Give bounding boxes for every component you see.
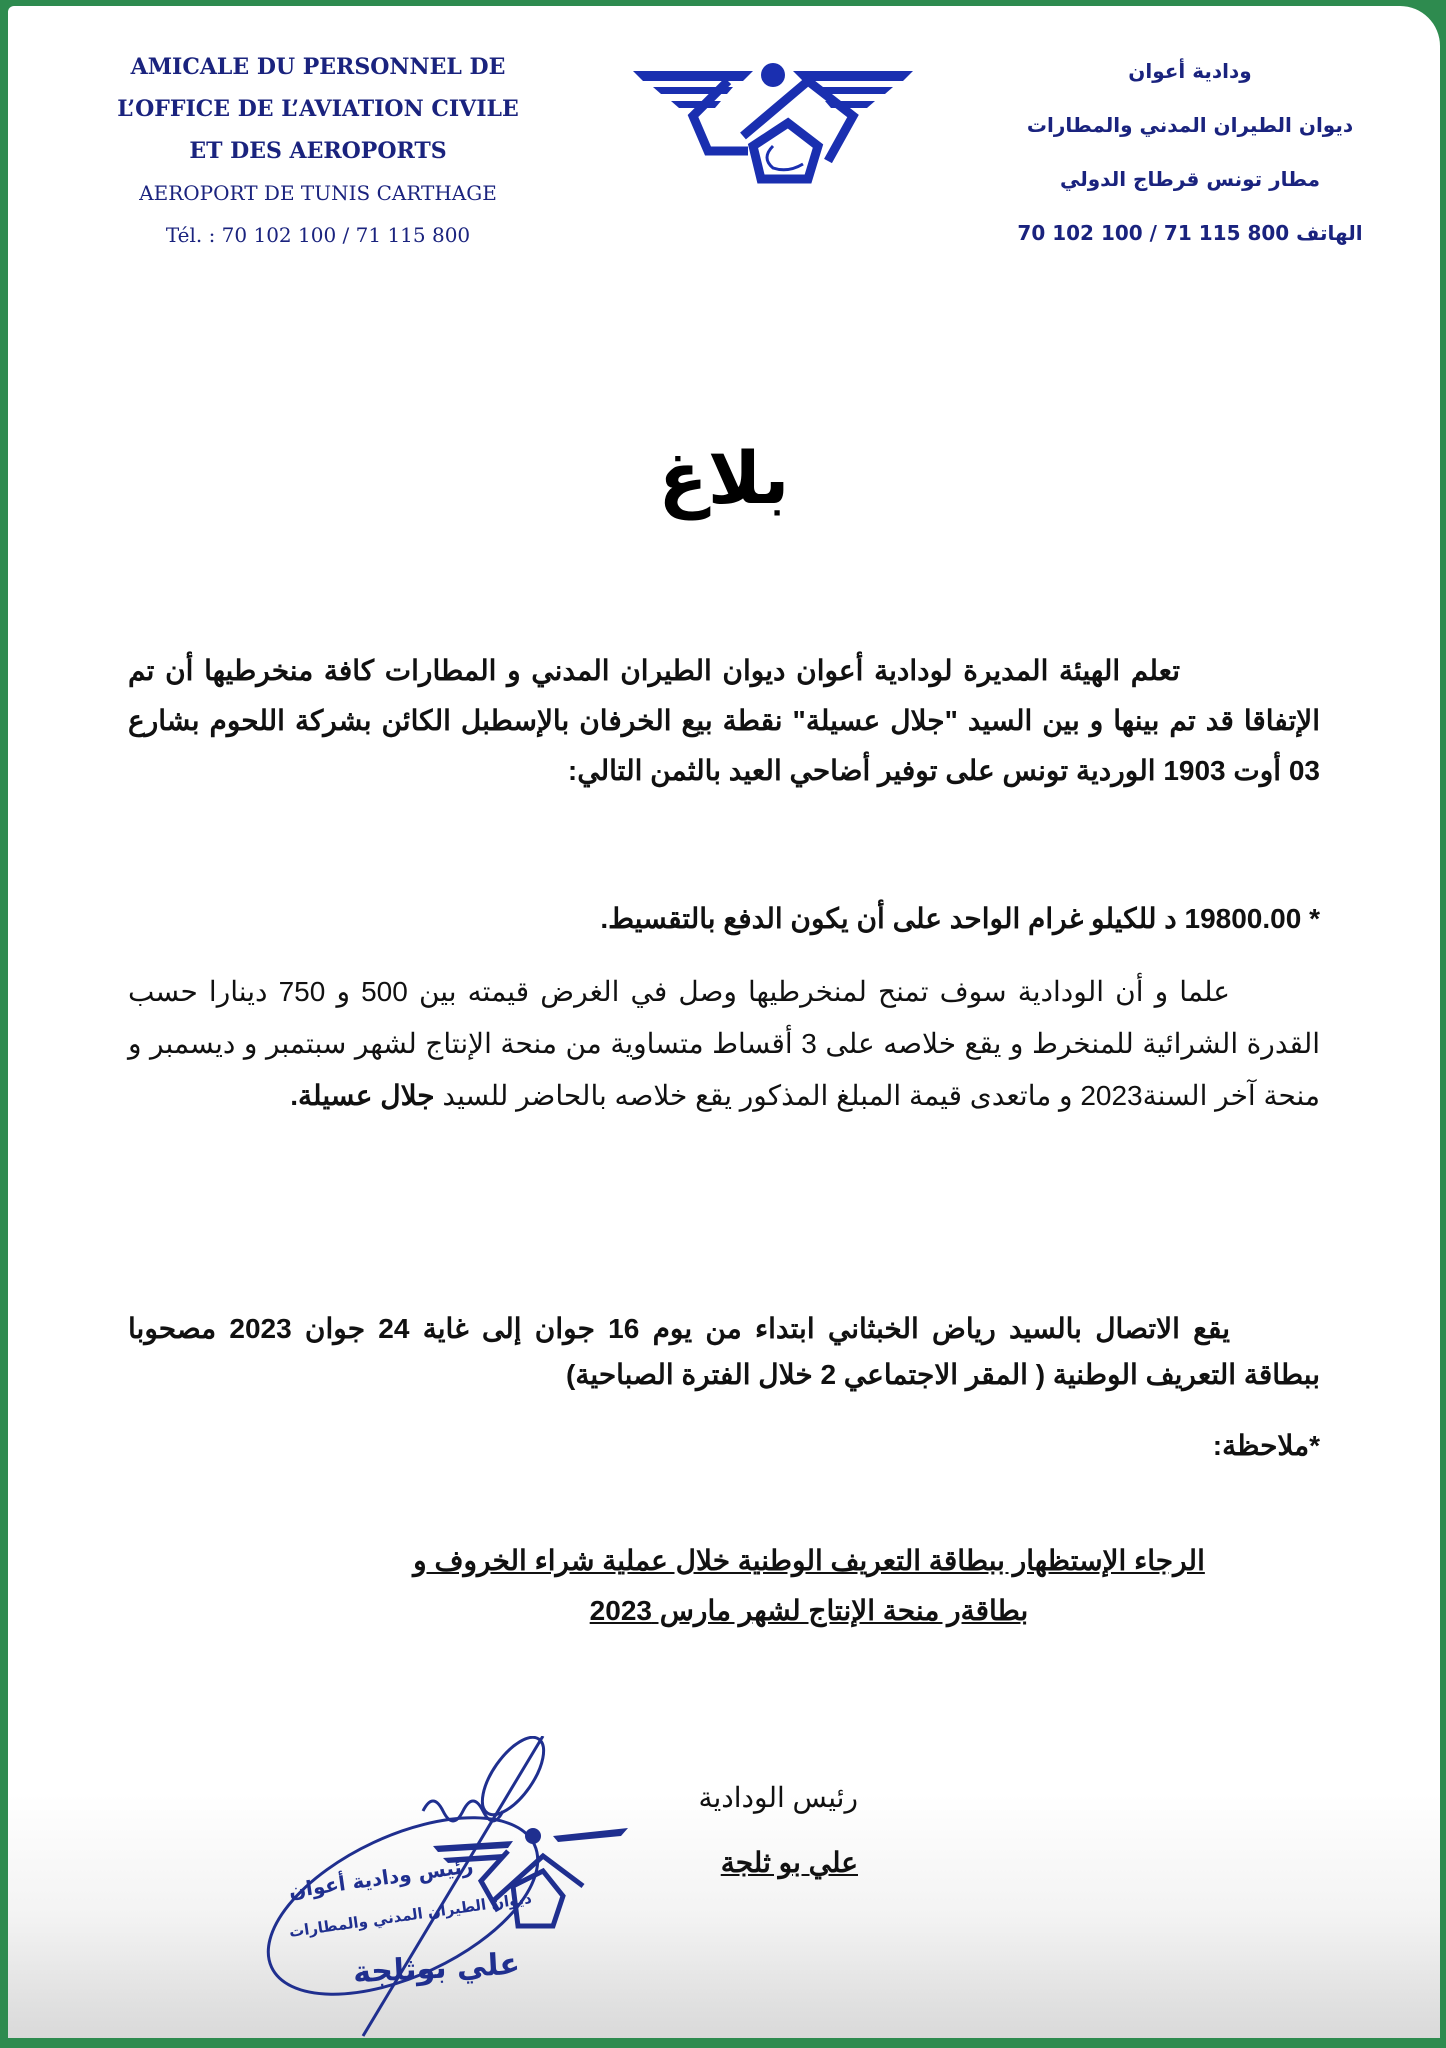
payment-text: علما و أن الودادية سوف تمنح لمنخرطيها وصل في الغرض قيمته بين 500 و 750 دينارا حسب القدرة الشرائية للمنخرط و يقع خلاصه على 3 أقساط متساوية من منحة الإنتاج لشهر سبتمبر و ديسمبر و منحة آخر السنة2023 و ماتعدى قيمة المبلغ المذكور يقع خلاصه بالحاضر للسيد — [128, 976, 1321, 1111]
paragraph-payment — [128, 966, 1320, 1122]
org-phone-ar: الهاتف 800 115 71 / 100 102 70 — [1017, 221, 1363, 245]
notice-title: بلاغ — [658, 436, 790, 520]
org-address-ar: مطار تونس قرطاج الدولي — [1060, 167, 1320, 191]
paragraph-price: * 19800.00 د للكيلو غرام الواحد على أن يكون الدفع بالتقسيط. — [600, 903, 1320, 934]
org-name-line2: L’OFFICE DE L’AVIATION CIVILE — [117, 96, 519, 122]
note-line2: بطاقةر منحة الإنتاج لشهر مارس 2023 — [589, 1595, 1029, 1626]
paragraph-agreement: تعلم الهيئة المديرة لودادية أعوان ديوان الطيران المدني و المطارات كافة منخرطيها أن تم الإتفاقا قد تم بينها و بين السيد "جلال عسيلة" نقطة بيع الخرفان بالإسطبل الكائن بشركة اللحوم بشارع 03 أوت 1903 الوردية تونس على توفير أضاحي العيد بالثمن التالي: — [128, 655, 1320, 786]
amicale-aviation-logo-icon — [633, 61, 913, 186]
signatory-name: علي بو ثلجة — [720, 1847, 858, 1878]
note-label: *ملاحظة: — [1212, 1430, 1320, 1461]
org-name-ar-line2: ديوان الطيران المدني والمطارات — [1026, 113, 1354, 137]
stamp-text-line2: ديوان الطيران المدني والمطارات — [287, 1889, 533, 1941]
vendor-name: جلال عسيلة — [298, 1080, 435, 1111]
payment-end: . — [290, 1080, 299, 1111]
document-page — [8, 6, 1440, 2038]
org-phone: Tél. : 70 102 100 / 71 115 800 — [165, 223, 471, 247]
org-name-line3: ET DES AEROPORTS — [189, 138, 447, 164]
signatory-role: رئيس الودادية — [698, 1782, 858, 1813]
note-line1: الرجاء الإستظهار ببطاقة التعريف الوطنية خلال عملية شراء الخروف و — [413, 1545, 1205, 1576]
org-name-ar-line1: ودادية أعوان — [1128, 59, 1252, 83]
stamp-text-line1: رئيس ودادية أعوان — [287, 1853, 475, 1903]
org-name-line1: AMICALE DU PERSONNEL DE — [130, 54, 506, 80]
important-note — [338, 1536, 1280, 1636]
org-address: AEROPORT DE TUNIS CARTHAGE — [139, 181, 497, 205]
letterhead-arabic — [980, 44, 1400, 260]
letterhead-french — [108, 46, 528, 256]
stamp-text-name: علي بوثلجة — [352, 1946, 521, 1991]
paragraph-contact: يقع الاتصال بالسيد رياض الخبثاني ابتداء من يوم 16 جوان إلى غاية 24 جوان 2023 مصحوبا ببطاقة التعريف الوطنية ( المقر الاجتماعي 2 خلال الفترة الصباحية) — [128, 1313, 1320, 1390]
